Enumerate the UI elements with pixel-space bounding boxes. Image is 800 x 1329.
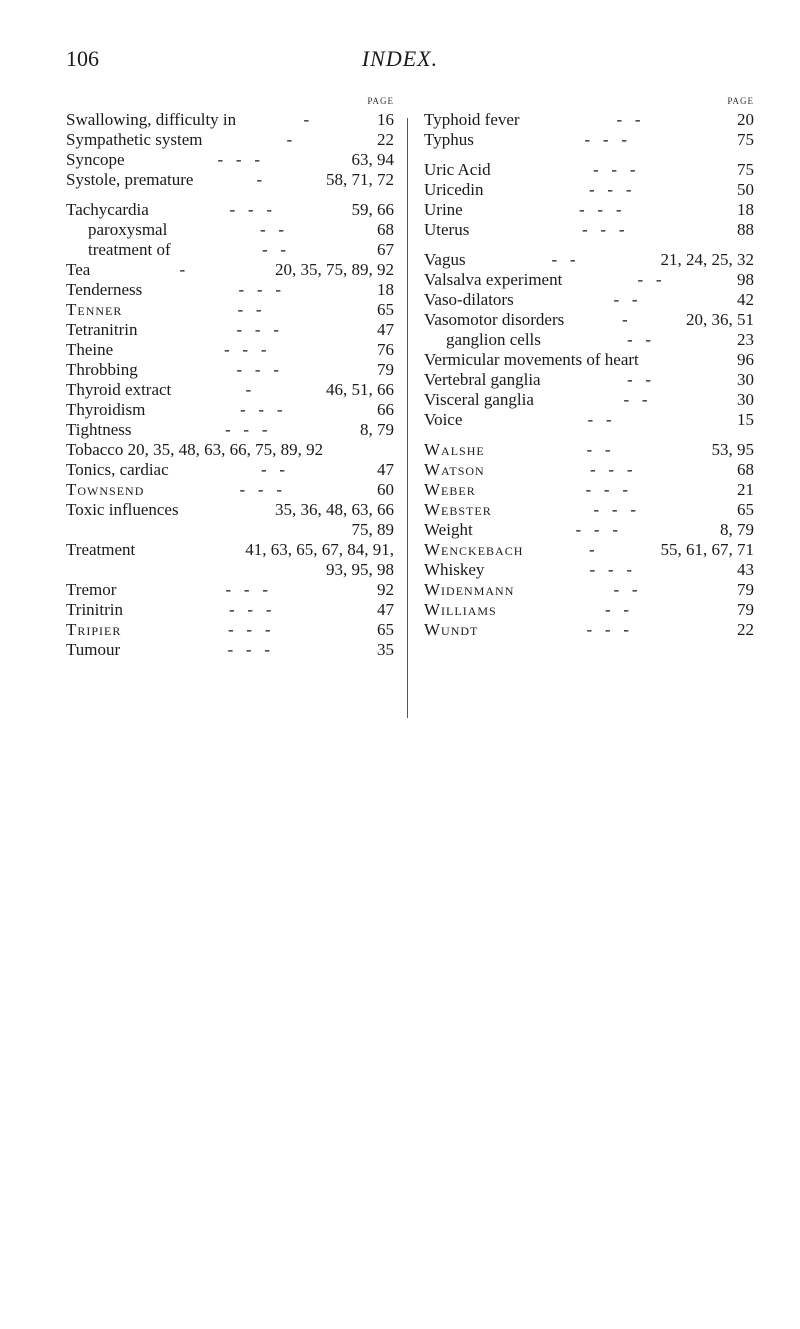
entry-term: Uricedin xyxy=(424,180,484,199)
entry-pages: 66 xyxy=(377,400,394,419)
entry-term: Tobacco 20, 35, 48, 63, 66, 75, 89, 92 xyxy=(66,440,324,459)
entry-term: Tremor xyxy=(66,580,117,599)
entry-pages: 63, 94 xyxy=(351,150,394,169)
page-number: 106 xyxy=(66,46,99,71)
leader-dashes: - - xyxy=(616,110,641,129)
entry-pages: 58, 71, 72 xyxy=(326,170,394,189)
leader-dashes: - - - xyxy=(586,620,629,639)
entry-term: Tenner xyxy=(66,300,123,319)
leader-dashes: - - xyxy=(551,250,576,269)
entry-pages: 15 xyxy=(737,410,754,429)
entry-pages: 47 xyxy=(377,320,394,339)
index-entry xyxy=(424,620,754,640)
index-entry xyxy=(66,440,394,460)
leader-dashes: - - - xyxy=(236,360,279,379)
leader-dashes: - - - xyxy=(582,220,625,239)
entry-term: Tripier xyxy=(66,620,122,639)
entry-term: Toxic influences xyxy=(66,500,179,519)
index-entry xyxy=(66,580,394,600)
index-entry xyxy=(424,540,754,560)
entry-term: Visceral ganglia xyxy=(424,390,534,409)
index-entry xyxy=(424,600,754,620)
entry-term: Theine xyxy=(66,340,114,359)
entry-term: Wundt xyxy=(424,620,479,639)
leader-dashes: - - xyxy=(237,300,262,319)
index-entries xyxy=(66,110,394,660)
leader-dashes: - - - xyxy=(589,180,632,199)
entry-pages: 68 xyxy=(737,460,754,479)
entry-pages: 21, 24, 25, 32 xyxy=(660,250,754,269)
index-entry xyxy=(424,480,754,500)
entry-term: Tetranitrin xyxy=(66,320,138,339)
index-entry xyxy=(66,520,394,540)
entry-pages: 42 xyxy=(737,290,754,309)
leader-dashes: - - - xyxy=(575,520,618,539)
leader-dashes: - - xyxy=(627,330,652,349)
entry-pages: 75 xyxy=(737,130,754,149)
entry-term: Voice xyxy=(424,410,463,429)
entry-pages: 65 xyxy=(377,300,394,319)
index-entry xyxy=(424,310,754,330)
entry-pages: 43 xyxy=(737,560,754,579)
entry-term: Trinitrin xyxy=(66,600,124,619)
index-entry xyxy=(424,270,754,290)
index-entry xyxy=(424,200,754,220)
entry-pages: 47 xyxy=(377,600,394,619)
entry-pages: 65 xyxy=(377,620,394,639)
index-entry xyxy=(66,460,394,480)
leader-dashes: - - - xyxy=(585,480,628,499)
index-entry xyxy=(66,420,394,440)
entry-term: Syncope xyxy=(66,150,125,169)
index-entry xyxy=(424,440,754,460)
entry-pages: 92 xyxy=(377,580,394,599)
entry-term: Typhoid fever xyxy=(424,110,520,129)
entry-term: Swallowing, difficulty in xyxy=(66,110,237,129)
index-entry xyxy=(424,560,754,580)
leader-dashes: - - - xyxy=(225,420,268,439)
index-entry xyxy=(424,460,754,480)
entry-pages: 79 xyxy=(737,580,754,599)
leader-dashes: - - xyxy=(586,440,611,459)
leader-dashes: - xyxy=(286,130,293,149)
leader-dashes: - - - xyxy=(238,280,281,299)
entry-pages: 20, 36, 51 xyxy=(686,310,754,329)
entry-term: Typhus xyxy=(424,130,474,149)
entry-term: Watson xyxy=(424,460,485,479)
entry-pages: 96 xyxy=(737,350,754,369)
leader-dashes: - xyxy=(256,170,263,189)
index-entry xyxy=(66,400,394,420)
entry-pages: 93, 95, 98 xyxy=(326,560,394,579)
entry-pages: 76 xyxy=(377,340,394,359)
leader-dashes: - - xyxy=(587,410,612,429)
entry-pages: 41, 63, 65, 67, 84, 91, xyxy=(245,540,394,559)
index-entry xyxy=(424,220,754,240)
entry-term: Weber xyxy=(424,480,476,499)
entry-term: Urine xyxy=(424,200,463,219)
page-header xyxy=(0,42,800,82)
index-entry xyxy=(424,580,754,600)
index-subentry xyxy=(66,220,394,240)
leader-dashes: - - - xyxy=(593,500,636,519)
leader-dashes: - - - xyxy=(228,620,271,639)
index-subentry xyxy=(66,240,394,260)
entry-pages: 16 xyxy=(377,110,394,129)
leader-dashes: - xyxy=(179,260,186,279)
leader-dashes: - - xyxy=(605,600,630,619)
leader-dashes: - xyxy=(622,310,628,329)
entry-term: Sympathetic system xyxy=(66,130,203,149)
entry-pages: 59, 66 xyxy=(351,200,394,219)
entry-pages: 30 xyxy=(737,390,754,409)
leader-dashes: - - - xyxy=(239,480,282,499)
entry-term: Vagus xyxy=(424,250,466,269)
index-entry xyxy=(66,540,394,560)
leader-dashes: - - - xyxy=(593,160,636,179)
entry-term: Wenckebach xyxy=(424,540,524,559)
column-divider xyxy=(407,118,408,718)
entry-pages: 22 xyxy=(377,130,394,149)
entry-term: Vermicular movements of heart xyxy=(424,350,639,369)
entry-pages: 98 xyxy=(737,270,754,289)
index-entry xyxy=(66,130,394,150)
page-column-label: PAGE xyxy=(727,96,754,106)
index-entry xyxy=(66,500,394,520)
index-entry xyxy=(66,480,394,500)
entry-term: Walshe xyxy=(424,440,485,459)
entry-pages: 20 xyxy=(737,110,754,129)
leader-dashes: - - xyxy=(613,580,638,599)
entry-pages: 35 xyxy=(377,640,394,659)
entry-pages: 35, 36, 48, 63, 66 xyxy=(275,500,394,519)
index-entry xyxy=(66,170,394,190)
entry-term: Tightness xyxy=(66,420,132,439)
index-entry xyxy=(424,290,754,310)
entry-term: paroxysmal xyxy=(88,220,168,239)
entry-pages: 22 xyxy=(737,620,754,639)
index-entry xyxy=(424,410,754,430)
entry-pages: 79 xyxy=(737,600,754,619)
entry-pages: 60 xyxy=(377,480,394,499)
leader-dashes: - - - xyxy=(579,200,622,219)
index-entry xyxy=(66,620,394,640)
index-entries xyxy=(424,110,754,640)
entry-term: Webster xyxy=(424,500,492,519)
entry-term: Widenmann xyxy=(424,580,515,599)
leader-dashes: - - - xyxy=(224,340,267,359)
entry-pages: 75 xyxy=(737,160,754,179)
entry-pages: 21 xyxy=(737,480,754,499)
page-column-label: PAGE xyxy=(367,96,394,106)
entry-term: Whiskey xyxy=(424,560,485,579)
entry-term: Vasomotor disorders xyxy=(424,310,565,329)
entry-term: Tachycardia xyxy=(66,200,149,219)
letter-group-gap xyxy=(424,240,754,250)
leader-dashes: - xyxy=(245,380,252,399)
entry-term: Uric Acid xyxy=(424,160,491,179)
leader-dashes: - - - xyxy=(217,150,260,169)
index-entry xyxy=(66,150,394,170)
leader-dashes: - - xyxy=(627,370,652,389)
index-column-left xyxy=(66,92,394,660)
entry-term: Systole, premature xyxy=(66,170,194,189)
leader-dashes: - - - xyxy=(225,580,268,599)
entry-pages: 47 xyxy=(377,460,394,479)
entry-pages: 18 xyxy=(377,280,394,299)
index-entry xyxy=(66,110,394,130)
leader-dashes: - - xyxy=(260,220,285,239)
entry-term: Throbbing xyxy=(66,360,138,379)
index-entry xyxy=(424,130,754,150)
index-entry xyxy=(66,360,394,380)
leader-dashes: - - - xyxy=(590,460,633,479)
index-column-right xyxy=(424,92,754,640)
entry-term: Tumour xyxy=(66,640,121,659)
entry-pages: 8, 79 xyxy=(720,520,754,539)
leader-dashes: - - xyxy=(261,460,286,479)
entry-pages: 20, 35, 75, 89, 92 xyxy=(275,260,394,279)
letter-group-gap xyxy=(66,190,394,200)
index-entry xyxy=(424,390,754,410)
index-entry xyxy=(424,370,754,390)
entry-term: Weight xyxy=(424,520,473,539)
leader-dashes: - - - xyxy=(584,130,627,149)
entry-pages: 65 xyxy=(737,500,754,519)
entry-pages: 30 xyxy=(737,370,754,389)
index-entry xyxy=(66,300,394,320)
leader-dashes: - - - xyxy=(589,560,632,579)
letter-group-gap xyxy=(424,430,754,440)
index-entry xyxy=(66,260,394,280)
entry-pages: 67 xyxy=(377,240,394,259)
leader-dashes: - - - xyxy=(229,200,272,219)
index-entry xyxy=(424,250,754,270)
leader-dashes: - xyxy=(303,110,310,129)
index-entry xyxy=(66,560,394,580)
index-entry xyxy=(66,640,394,660)
index-entry xyxy=(66,340,394,360)
index-entry xyxy=(424,110,754,130)
leader-dashes: - - xyxy=(623,390,648,409)
running-title: INDEX. xyxy=(361,46,439,71)
entry-pages: 50 xyxy=(737,180,754,199)
entry-term: Thyroid extract xyxy=(66,380,172,399)
entry-term: Valsalva experiment xyxy=(424,270,563,289)
index-entry xyxy=(424,180,754,200)
entry-pages: 8, 79 xyxy=(360,420,394,439)
entry-term: Treatment xyxy=(66,540,136,559)
letter-group-gap xyxy=(424,150,754,160)
index-entry xyxy=(66,380,394,400)
entry-pages: 55, 61, 67, 71 xyxy=(660,540,754,559)
entry-term: Townsend xyxy=(66,480,145,499)
entry-term: Tenderness xyxy=(66,280,143,299)
index-entry xyxy=(424,350,754,370)
entry-term: ganglion cells xyxy=(446,330,541,349)
entry-pages: 46, 51, 66 xyxy=(326,380,394,399)
leader-dashes: - - - xyxy=(229,600,272,619)
index-entry xyxy=(66,320,394,340)
entry-term: Uterus xyxy=(424,220,470,239)
leader-dashes: - - xyxy=(613,290,638,309)
leader-dashes: - - - xyxy=(240,400,283,419)
entry-pages: 68 xyxy=(377,220,394,239)
index-subentry xyxy=(424,330,754,350)
index-entry xyxy=(66,200,394,220)
entry-term: Vertebral ganglia xyxy=(424,370,541,389)
leader-dashes: - - - xyxy=(236,320,279,339)
leader-dashes: - - xyxy=(637,270,662,289)
entry-pages: 23 xyxy=(737,330,754,349)
entry-pages: 18 xyxy=(737,200,754,219)
index-entry xyxy=(66,600,394,620)
leader-dashes: - - xyxy=(262,240,287,259)
entry-term: treatment of xyxy=(88,240,171,259)
entry-term: Thyroidism xyxy=(66,400,146,419)
entry-term: Tonics, cardiac xyxy=(66,460,169,479)
entry-pages: 53, 95 xyxy=(711,440,754,459)
entry-pages: 79 xyxy=(377,360,394,379)
index-entry xyxy=(424,520,754,540)
index-entry xyxy=(66,280,394,300)
entry-term: Vaso-dilators xyxy=(424,290,514,309)
entry-pages: 88 xyxy=(737,220,754,239)
entry-pages: 75, 89 xyxy=(351,520,394,539)
leader-dashes: - xyxy=(589,540,595,559)
entry-term: Tea xyxy=(66,260,91,279)
leader-dashes: - - - xyxy=(227,640,270,659)
index-entry xyxy=(424,160,754,180)
entry-term: Williams xyxy=(424,600,497,619)
index-entry xyxy=(424,500,754,520)
